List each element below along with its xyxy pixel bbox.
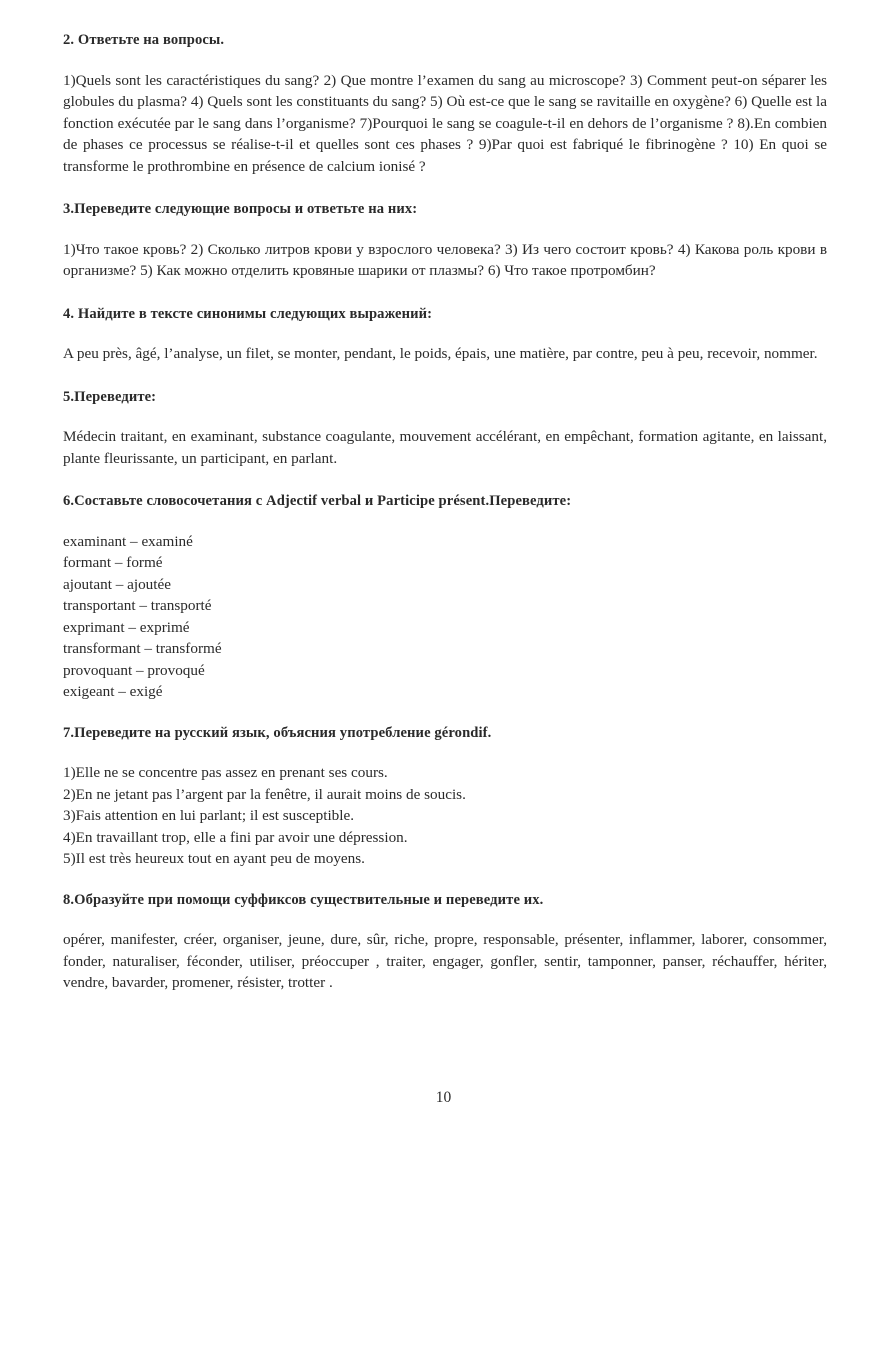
section-5-phrases: Médecin traitant, en examinant, substance coagulante, mouvement accélérant, en empêchant, formation agitante, en laissant, plante fleurissante, un participant, en parlant. xyxy=(63,428,827,467)
section-3-questions: 1)Что такое кровь? 2) Сколько литров крови у взрослого человека? 3) Из чего состоит кровь? 4) Какова роль крови в организме? 5) Как можно отделить кровяные шарики от плазмы? 6) Что такое протромбин? xyxy=(63,240,827,279)
section-7-list xyxy=(63,762,827,870)
list-item: provoquant – provoqué xyxy=(63,661,205,679)
page-number: 10 xyxy=(435,1089,452,1106)
section-5 xyxy=(63,387,827,470)
section-8 xyxy=(63,890,827,994)
list-item: transportant – transporté xyxy=(63,597,212,614)
list-item: 4)En travaillant trop, elle a fini par avoir une dépression. xyxy=(63,828,408,846)
section-4-title: 4. Найдите в тексте синонимы следующих выражений: xyxy=(63,305,433,322)
document-page xyxy=(63,30,827,1016)
section-4-expressions: A peu près, âgé, l’analyse, un filet, se monter, pendant, le poids, épais, une matière, par contre, peu à peu, recevoir, nommer. xyxy=(63,345,818,362)
section-3 xyxy=(63,199,827,282)
list-item: ajoutant – ajoutée xyxy=(63,575,171,593)
list-item: examinant – examiné xyxy=(63,532,193,550)
section-2 xyxy=(63,30,827,177)
section-6 xyxy=(63,491,827,703)
section-2-title: 2. Ответьте на вопросы. xyxy=(63,32,225,48)
list-item: formant – formé xyxy=(63,554,163,571)
list-item: exigeant – exigé xyxy=(63,683,163,700)
section-5-title: 5.Переведите: xyxy=(63,388,157,405)
list-item: 3)Fais attention en lui parlant; il est susceptible. xyxy=(63,807,355,824)
list-item: transformant – transformé xyxy=(63,640,222,657)
section-4 xyxy=(63,304,827,365)
section-6-list xyxy=(63,531,827,703)
section-6-title: 6.Составьте словосочетания с Adjectif verbal и Participe présent.Переведите: xyxy=(63,493,572,509)
section-7-title: 7.Переведите на русский язык, объясния употребление gérondif. xyxy=(63,724,492,741)
list-item: 5)Il est très heureux tout en ayant peu de moyens. xyxy=(63,850,365,867)
list-item: exprimant – exprimé xyxy=(63,618,190,636)
list-item: 2)En ne jetant pas l’argent par la fenêtre, il aurait moins de soucis. xyxy=(63,785,466,803)
list-item: 1)Elle ne se concentre pas assez en prenant ses cours. xyxy=(63,764,388,781)
section-7 xyxy=(63,723,827,870)
section-8-words: opérer, manifester, créer, organiser, jeune, dure, sûr, riche, propre, responsable, présenter, inflammer, laborer, consommer, fonder, naturaliser, féconder, utiliser, préoccuper , traiter, engager, gonfler, sentir, tamponner, panser, réchauffer, hériter, vendre, bavarder, promener, résister, trotter . xyxy=(63,931,827,991)
section-3-title: 3.Переведите следующие вопросы и ответьте на них: xyxy=(63,201,418,217)
section-8-title: 8.Образуйте при помощи суффиксов существительные и переведите их. xyxy=(63,891,544,908)
section-2-questions: 1)Quels sont les caractéristiques du sang? 2) Que montre l’examen du sang au microscope? 3) Comment peut-on séparer les globules du plasma? 4) Quels sont les constituants du sang? 5) Où est-ce que le sang se ravitaille en oxygène? 6) Quelle est la fonction exécutée par le sang dans l’organisme? 7)Pourquoi le sang se coagule-t-il en dehors de l’organisme ? 8).En combien de phases ce processus se réalise-t-il et quelles sont ces phases ? 9)Par quoi est fabriqué le fibrinogène ? 10) En quoi se transforme le prothrombine en présence de calcium ionisé ? xyxy=(63,71,827,175)
